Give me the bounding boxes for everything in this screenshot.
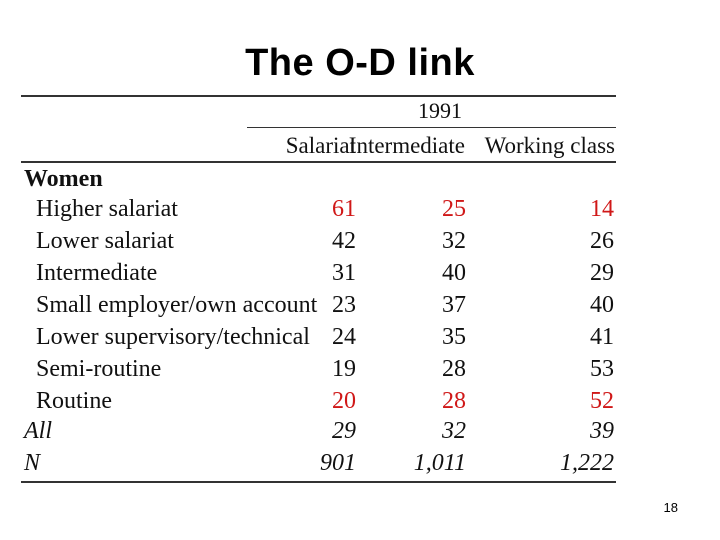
cell-value: 32 [442,228,466,254]
footer-cell-value: 901 [320,450,356,476]
row-label: Routine [36,388,112,414]
cell-value: 20 [332,388,356,414]
cell-value: 19 [332,356,356,382]
cell-value: 28 [442,388,466,414]
cell-value: 26 [590,228,614,254]
footer-row-label: N [24,450,41,476]
column-header-salariat: Salariat [285,133,356,158]
cell-value: 23 [332,292,356,318]
cell-value: 31 [332,260,356,286]
year-header: 1991 [418,98,462,123]
row-label: Higher salariat [36,196,178,222]
row-label: Small employer/own account [36,292,318,318]
footer-cell-value: 32 [442,418,466,444]
footer-row-label: All [24,418,52,444]
row-label: Lower supervisory/technical [36,324,310,350]
footer-cell-value: 1,011 [413,450,466,476]
cell-value: 37 [442,292,466,318]
cell-value: 41 [590,324,614,350]
row-label: Lower salariat [36,228,174,254]
cell-value: 40 [442,260,466,286]
column-header-working-class: Working class [484,133,615,158]
page-number: 18 [663,500,678,515]
cell-value: 52 [590,388,614,414]
slide-title: The O-D link [245,42,475,84]
table-top-rule [21,95,616,97]
cell-value: 61 [332,196,356,222]
footer-cell-value: 39 [590,418,614,444]
cell-value: 28 [442,356,466,382]
cell-value: 29 [590,260,614,286]
cell-value: 35 [442,324,466,350]
row-label: Intermediate [36,260,158,286]
cell-value: 40 [590,292,614,318]
table-bottom-rule [21,481,616,483]
year-underline [247,127,616,128]
cell-value: 24 [332,324,356,350]
cell-value: 14 [590,196,614,222]
cell-value: 42 [332,228,356,254]
section-label-women: Women [24,166,103,192]
header-rule [21,161,616,163]
footer-cell-value: 29 [332,418,356,444]
cell-value: 25 [442,196,466,222]
row-label: Semi-routine [36,356,162,382]
footer-cell-value: 1,222 [560,450,614,476]
cell-value: 53 [590,356,614,382]
column-header-intermediate: Intermediate [348,133,465,158]
